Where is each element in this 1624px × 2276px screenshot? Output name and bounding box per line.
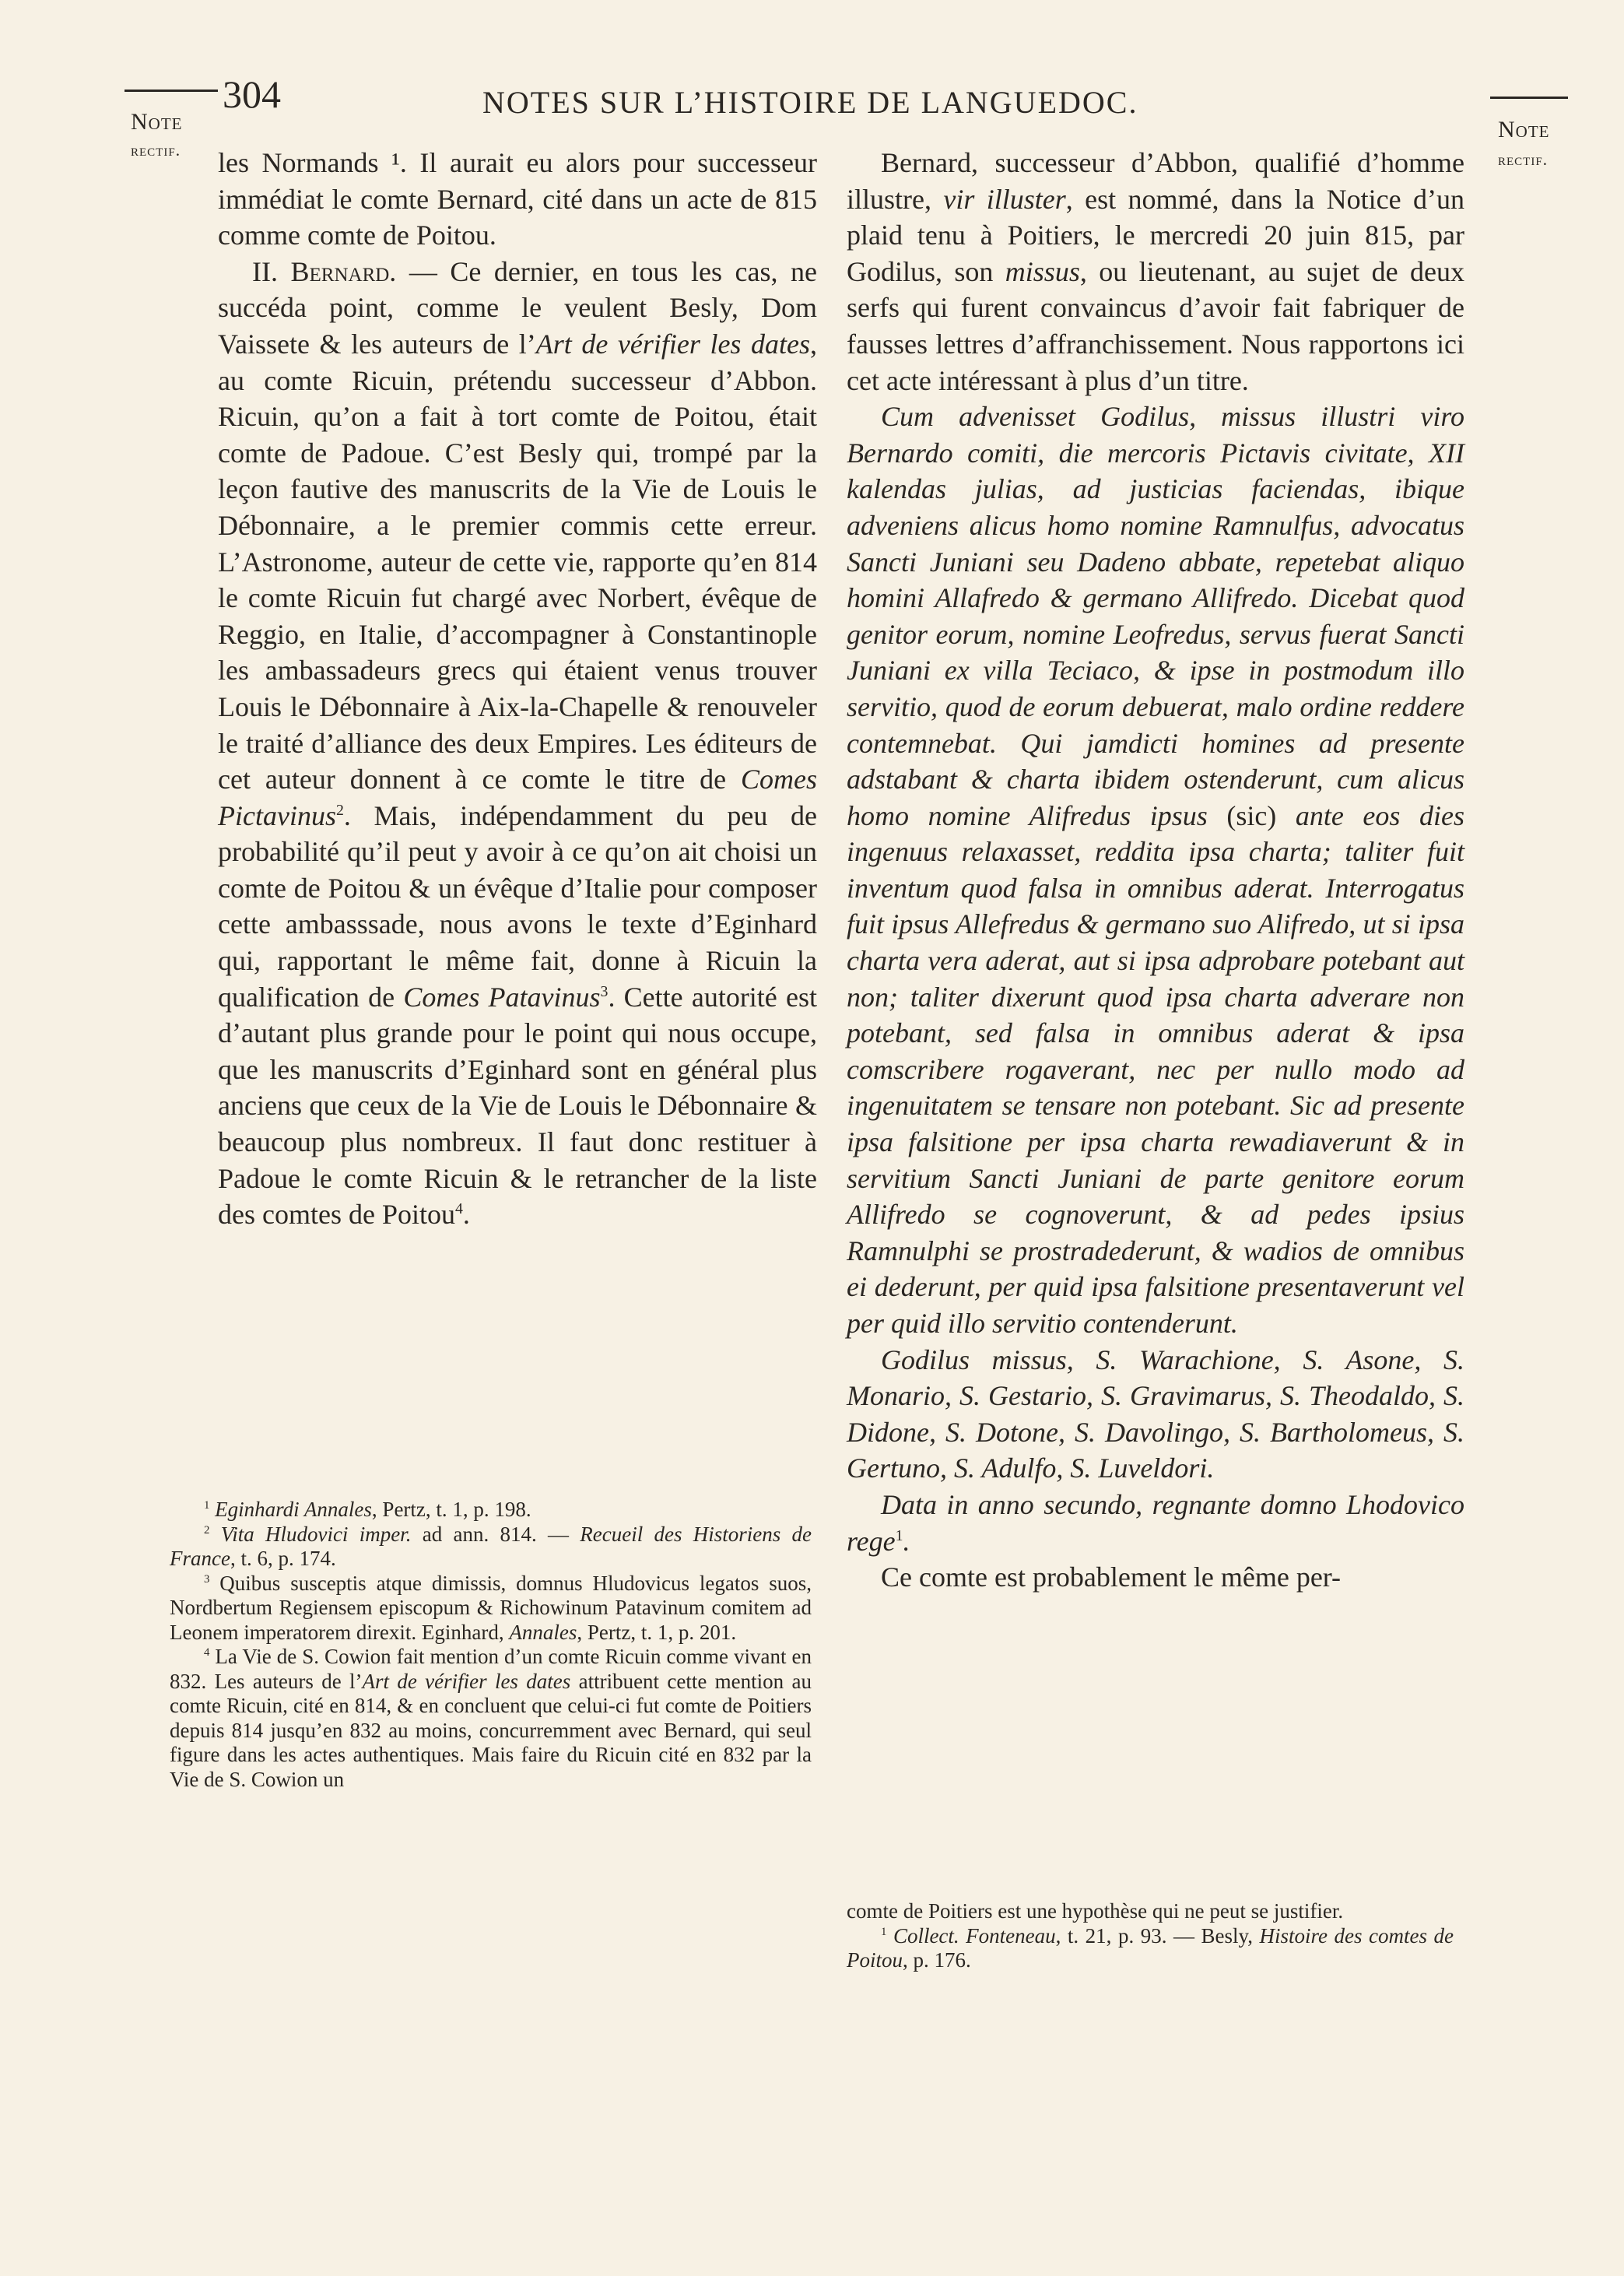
italic-title: Histoire des comtes de Poitou: [847, 1923, 1454, 1972]
page-number: 304: [223, 72, 281, 116]
text-run: . Cette autorité est d’autant plus grande pour le point qui nous occupe, que les manuscrits d’Eginhard sont en général plus anciens que ceux de la Vie de Louis le Débonnaire & beaucoup plus nombreux. Il faut donc restituer à Padoue le comte Ricuin & le retrancher de la liste des comtes de Poitou: [218, 981, 817, 1231]
italic-title: Recueil des Historiens de France: [170, 1522, 812, 1570]
text-run: , Pertz, t. 1, p. 198.: [371, 1498, 531, 1521]
text-run: , ou lieutenant, au sujet de deux serfs qui furent convaincus d’avoir fait fabriquer de fausses lettres d’affranchissement. Nous rapportons ici cet acte intéressant à plus d’un titre.: [847, 255, 1464, 396]
margin-note-left-bottom: rectif.: [131, 140, 181, 160]
section-heading: Bernard.: [290, 255, 397, 287]
footnote-continuation: comte de Poitiers est une hypothèse qui ne peut se justifier.: [847, 1899, 1344, 1923]
footnote-ref: 1: [895, 1526, 903, 1544]
text-run: La Vie de S. Cowion fait mention d’un comte Ricuin comme vivant en 832. Les auteurs de l’: [170, 1645, 812, 1693]
margin-note-right: [1498, 117, 1584, 170]
italic-title: Comes Pictavinus: [218, 764, 817, 831]
latin-charter-text: [847, 399, 1464, 1341]
left-column: [218, 145, 817, 1233]
text-run: .: [903, 1525, 910, 1557]
footnote-3: [170, 1572, 812, 1646]
italic-title: Vita Hludovici imper.: [220, 1522, 412, 1546]
margin-note-right-top: Note: [1498, 117, 1550, 142]
right-paragraph-last: Ce comte est probablement le même per-: [881, 1561, 1342, 1593]
footnotes-right: [847, 1899, 1454, 1973]
text-run: , Pertz, t. 1, p. 201.: [577, 1620, 737, 1644]
footnote-mark: 1: [204, 1499, 210, 1512]
italic-title: Art de vérifier les dates: [362, 1669, 571, 1693]
footnote-ref: 2: [335, 801, 344, 819]
footnote-mark: 4: [204, 1646, 210, 1659]
running-title: NOTES SUR L’HISTOIRE DE LANGUEDOC.: [482, 85, 1138, 120]
latin-witness-list: Godilus missus, S. Warachione, S. Asone, S. Monario, S. Gestario, S. Gravimarus, S. Theodaldo, S. Didone, S. Dotone, S. Davolingo, S. Bartholomeus, S. Gertuno, S. Adulfo, S. Luveldori.: [847, 1343, 1464, 1484]
italic-title: Collect. Fonteneau: [893, 1923, 1056, 1948]
text-run: Quibus susceptis atque dimissis, domnus Hludovicus legatos suos, Nordbertum Regiensem episcopum & Richowinum Patavinum comitem ad Leonem imperatorem direxit. Eginhard,: [170, 1571, 812, 1644]
text-run: , t. 6, p. 174.: [230, 1547, 336, 1570]
italic-title: Comes Patavinus: [403, 981, 601, 1013]
text-run: ad ann. 814. —: [411, 1522, 581, 1546]
left-paragraph-2: [218, 254, 817, 1233]
right-column: [847, 145, 1464, 1596]
margin-note-left: [131, 109, 216, 160]
margin-note-right-bottom: rectif.: [1498, 149, 1549, 169]
text-run: .: [462, 1199, 470, 1231]
text-run: attribuent cette mention au comte Ricuin, cité en 814, & en concluent que celui-ci fut comte de Poitiers depuis 814 jusqu’en 832 au moins, concurremment avec Bernard, qui seul figure dans les actes authentiques. Mais faire du Ricuin cité en 832 par la Vie de S. Cowion un: [170, 1669, 812, 1791]
text-run: , au comte Ricuin, prétendu successeur d’Abbon. Ricuin, qu’on a fait à tort comte de Poitou, était comte de Padoue. C’est Besly qui, trompé par la leçon fautive des manuscrits de la Vie de Louis le Débonnaire, a le premier commis cette erreur. L’Astronome, auteur de cette vie, rapporte qu’en 814 le comte Ricuin fut chargé avec Norbert, évêque de Reggio, en Italie, d’accompagner à Constantinople les ambassadeurs grecs qui étaient venus trouver Louis le Débonnaire à Aix-la-Chapelle & renouveler le traité d’alliance des deux Empires. Les éditeurs de cet auteur donnent à ce comte le titre de: [218, 328, 818, 796]
text-run: , t. 21, p. 93. — Besly,: [1055, 1923, 1260, 1948]
right-paragraph-1: [847, 145, 1464, 399]
footnote-1-right: [847, 1924, 1454, 1973]
text-run: . Mais, indépendamment du peu de probabilité qu’il peut y avoir à ce qu’on ait choisi un comte de Poitou & un évêque d’Italie pour composer cette ambasssade, nous avons le texte d’Eginhard qui, rapportant le même fait, donne à Ricuin la qualification de: [218, 799, 817, 1013]
latin-dating-clause: [847, 1487, 1464, 1559]
footnote-4: [170, 1645, 812, 1792]
sic-note: (sic): [1226, 799, 1277, 831]
footnote-2: [170, 1523, 812, 1572]
text-run: ante eos dies ingenuus relaxasset, reddita ipsa charta; taliter fuit inventum quod falsa in omnibus aderat. Interrogatus fuit ipsus Allefredus & germano suo Alifredo, ut si ipsa charta vera aderat, aut si ipsa adprobare potebant aut non; taliter dixerunt quod ipsa charta adverare non potebant, sed falsa in omnibus aderat & ipsa comscribere rogaverant, nec per nullo modo ad ingenuitatem se tensare non potebant. Sic ad presente ipsa falsitione per ipsa charta rewadiaverunt & in servitium Sancti Juniani de parte genitore eorum Allifredo se cognoverunt, & ad pedes ipsius Ramnulphi se prostradederunt, & wadios de omnibus ei dederunt, per quid ipsa falsitione presentaverunt vel per quid illo servitio contenderunt.: [847, 799, 1464, 1339]
italic-term: missus: [1005, 255, 1080, 287]
text-run: Cum advenisset Godilus, missus illustri viro Bernardo comiti, die mercoris Pictavis civitate, XII kalendas julias, ad justicias faciendas, ibique adveniens alicus homo nomine Ramnulfus, advocatus Sancti Juniani seu Dadeno abbate, repetebat aliquo homini Allafredo & germano Allifredo. Dicebat quod genitor eorum, nomine Leofredus, servus fuerat Sancti Juniani ex villa Teciaco, & ipse in postmodum illo servitio, quod de eorum debuerat, malo ordine reddere contemnebat. Qui jamdicti homines ad presente adstabant & charta ibidem ostenderunt, cum alicus homo nomine Alifredus ipsus: [847, 401, 1464, 831]
italic-title: Annales: [509, 1620, 577, 1644]
italic-title: Eginhardi Annales: [215, 1498, 372, 1521]
footnotes-left: [170, 1498, 812, 1792]
footnote-mark: 3: [204, 1572, 210, 1586]
margin-note-left-top: Note: [131, 109, 183, 135]
italic-term: vir illuster: [943, 183, 1066, 215]
text-run: , p. 176.: [903, 1948, 971, 1972]
left-paragraph-1: les Normands ¹. Il aurait eu alors pour successeur immédiat le comte Bernard, cité dans un acte de 815 comme comte de Poitou.: [218, 147, 817, 251]
footnote-ref: 4: [454, 1200, 463, 1218]
italic-title: Art de vérifier les dates: [535, 328, 811, 360]
footnote-mark: 2: [204, 1523, 210, 1537]
text-run: , est nommé, dans la Notice d’un plaid tenu à Poitiers, le mercredi 20 juin 815, par Godilus, son: [847, 183, 1464, 287]
footnote-ref: 3: [600, 982, 609, 1000]
margin-rule-right: [1490, 97, 1568, 99]
footnote-1: [170, 1498, 812, 1523]
footnote-mark: 1: [881, 1925, 887, 1938]
margin-rule-left: [125, 90, 218, 92]
text-run: Data in anno secundo, regnante domno Lhodovico rege: [847, 1488, 1464, 1557]
section-number: II.: [252, 255, 291, 287]
text-run: Bernard, successeur d’Abbon, qualifié d’homme illustre,: [847, 147, 1464, 215]
text-run: — Ce dernier, en tous les cas, ne succéda point, comme le veulent Besly, Dom Vaissete & les auteurs de l’: [218, 255, 817, 360]
